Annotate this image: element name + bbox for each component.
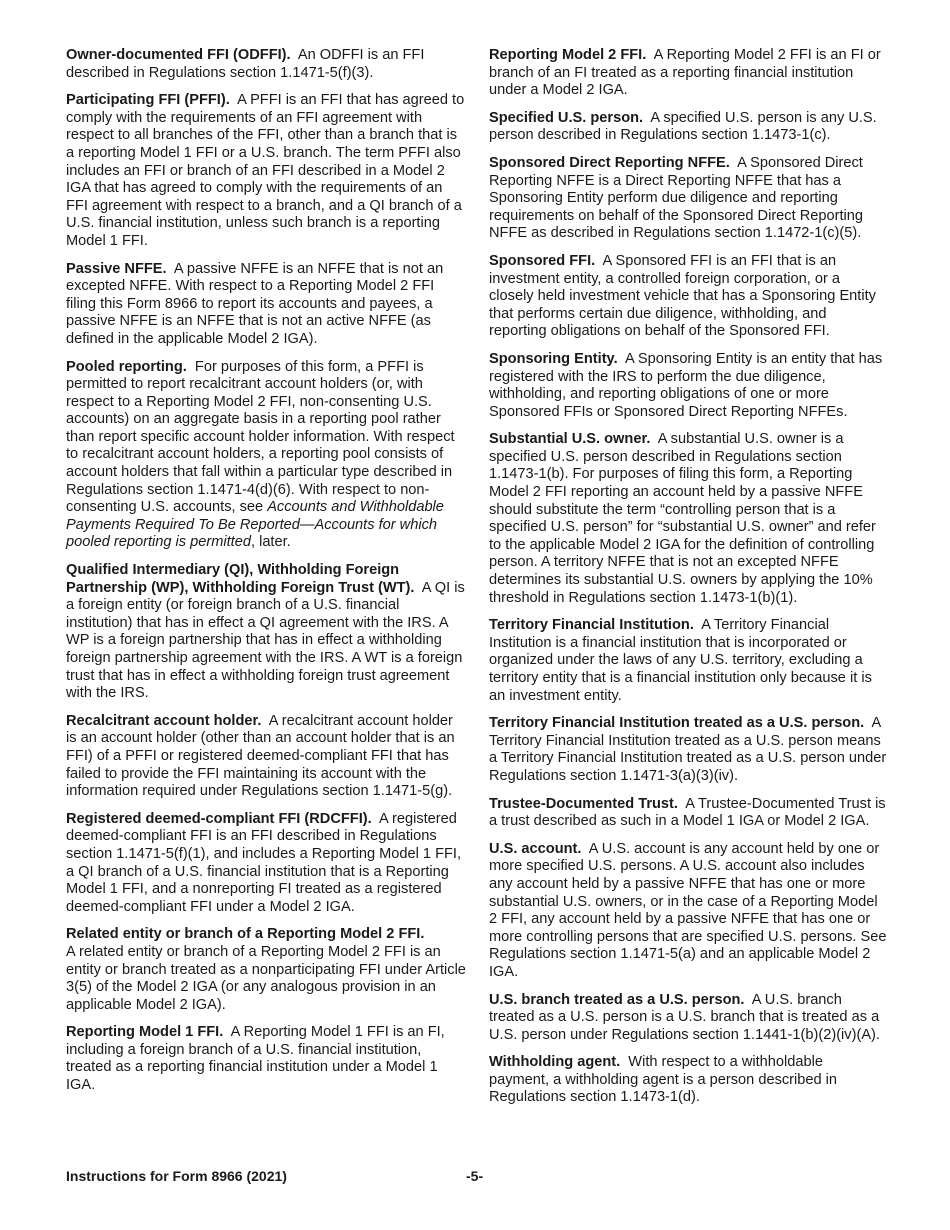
definition-text: A Sponsored FFI is an FFI that is an investment entity, a controlled foreign corporation, or a closely held investment vehicle that has a Sponsoring Entity that performs certain due diligence, withholding, and reporting obligations on behalf of the Sponsored FFI. bbox=[489, 252, 876, 340]
definition-text: A Trustee-Documented Trust is a trust described as such in a Model 1 IGA or Model 2 IGA. bbox=[489, 795, 886, 830]
definition-text: A registered deemed-compliant FFI is an FFI described in Regulations section 1.1471-5(f)(1), and includes a Reporting Model 1 FFI, a QI branch of a U.S. financial institution that is a Reporting Model 1 FFI, and a nonreporting FI treated as a registered deemed-compliant FFI under a Model 2 IGA. bbox=[66, 810, 462, 915]
definition-text: A Reporting Model 2 FFI is an FI or branch of an FI treated as a reporting financial institution under a Model 2 IGA. bbox=[489, 47, 881, 99]
term-reporting-model-2-ffi: Reporting Model 2 FFI. bbox=[489, 47, 647, 63]
definition-text: A Territory Financial Institution treated as a U.S. person means a Territory Financial Institution treated as a U.S. person under Regulations section 1.1471-3(a)(3)(iv). bbox=[489, 715, 887, 784]
definition-text: A related entity or branch of a Reporting Model 2 FFI is an entity or branch treated as a nonparticipating FFI under Article 3(5) of the Model 2 IGA (or any analogous provision in an applicable Model 2 IGA). bbox=[66, 943, 466, 1013]
right-column bbox=[489, 47, 887, 1117]
left-column bbox=[66, 47, 466, 1105]
definition-text: A Sponsored Direct Reporting NFFE is a Direct Reporting NFFE that has a Sponsoring Entity perform due diligence and reporting requirements on behalf of the Sponsored Direct Reporting NFFE as described in Regulations section 1.1472-1(c)(5). bbox=[489, 154, 863, 242]
term-territory-fi-us-person: Territory Financial Institution treated as a U.S. person. bbox=[489, 715, 865, 732]
definition-odffi bbox=[66, 47, 466, 82]
definition-text: A substantial U.S. owner is a specified U.S. person described in Regulations section 1.1473-1(b). For purposes of filing this form, a Reporting Model 2 FFI reporting an account held by a passive NFFE should substitute the term “controlling person that is a specified U.S. person” for “substantial U.S. owner” and refer to the applicable Model 2 IGA for the definition of controlling person. A territory NFFE that is not an excepted NFFE determines its substantial U.S. owners by applying the 10% threshold in Regulations section 1.1473-1(b)(1). bbox=[489, 431, 876, 606]
definition-text: A U.S. account is any account held by one or more specified U.S. persons. A U.S. account also includes any account held by a passive NFFE that has one or more substantial U.S. owners, or in the case of a Reporting Model 2 FFI, any account held by a passive NFFE that has one or more controlling persons that are specified U.S. persons. See Regulations section 1.1471-5(a) and an applicable Model 2 IGA. bbox=[489, 840, 887, 980]
term-reporting-model-1-ffi: Reporting Model 1 FFI. bbox=[66, 1024, 224, 1041]
definition-us-account bbox=[489, 841, 887, 982]
definition-sponsored-ffi bbox=[489, 253, 887, 341]
definition-text: A PFFI is an FFI that has agreed to comply with the requirements of an FFI agreement with respect to all branches of the FFI, other than a branch that is a reporting Model 1 FFI or a U.S. branch. The term PFFI also includes an FFI or branch of an FFI described in a Model 2 IGA that has agreed to comply with the requirements of an FFI agreement with respect to a branch, and a QI branch of a U.S. financial institution, unless such branch is a reporting Model 1 FFI. bbox=[66, 92, 465, 249]
definition-text: For purposes of this form, a PFFI is permitted to report recalcitrant account holders (or, with respect to a Reporting Model 2 FFI, non-consenting U.S. accounts) on an aggregate basis in a reporting pool rather than report specific account holder information. With respect to recalcitrant account holders, a reporting pool consists of account holders that fall within a particular type described in Regulations section 1.1471-4(d)(6). With respect to non-consenting U.S. accounts, see bbox=[66, 358, 455, 516]
definition-text: A specified U.S. person is any U.S. person described in Regulations section 1.1473-1(c). bbox=[489, 109, 877, 144]
footer-form-title: Instructions for Form 8966 (2021) bbox=[66, 1168, 287, 1184]
term-related-entity: Related entity or branch of a Reporting Model 2 FFI. bbox=[66, 926, 425, 943]
page-footer bbox=[66, 1168, 887, 1188]
term-pffi: Participating FFI (PFFI). bbox=[66, 92, 230, 109]
term-qi-wp-wt: Qualified Intermediary (QI), Withholding Foreign Partnership (WP), Withholding Foreign Trust (WT). bbox=[66, 562, 415, 596]
term-trustee-documented-trust: Trustee-Documented Trust. bbox=[489, 795, 678, 812]
term-withholding-agent: Withholding agent. bbox=[489, 1054, 621, 1071]
definition-text: With respect to a withholdable payment, a withholding agent is a person described in Regulations section 1.1473-1(d). bbox=[489, 1054, 838, 1106]
definition-territory-fi-us-person bbox=[489, 715, 887, 785]
term-us-account: U.S. account. bbox=[489, 840, 582, 857]
term-us-branch: U.S. branch treated as a U.S. person. bbox=[489, 991, 745, 1008]
definition-text: An ODFFI is an FFI described in Regulations section 1.1471-5(f)(3). bbox=[66, 47, 425, 81]
definition-text: A passive NFFE is an NFFE that is not an excepted NFFE. With respect to a Reporting Model 2 FFI filing this Form 8966 to report its accounts and payees, a passive NFFE is an NFFE that is not an active NFFE (as defined in the applicable Model 2 IGA). bbox=[66, 260, 444, 347]
definition-related-entity bbox=[66, 926, 466, 1014]
definition-territory-financial-institution bbox=[489, 617, 887, 705]
term-passive-nffe: Passive NFFE. bbox=[66, 260, 167, 277]
term-specified-us-person: Specified U.S. person. bbox=[489, 109, 644, 126]
term-odffi: Owner-documented FFI (ODFFI). bbox=[66, 47, 291, 63]
term-substantial-us-owner: Substantial U.S. owner. bbox=[489, 431, 651, 448]
term-recalcitrant-account-holder: Recalcitrant account holder. bbox=[66, 712, 262, 729]
definition-text: A Sponsoring Entity is an entity that has registered with the IRS to perform the due diligence, withholding, and reporting obligations of one or more Sponsored FFIs or Sponsored Direct Reporting NFFEs. bbox=[489, 350, 883, 420]
term-rdcffi: Registered deemed-compliant FFI (RDCFFI). bbox=[66, 810, 372, 827]
definition-withholding-agent bbox=[489, 1054, 887, 1107]
definition-specified-us-person bbox=[489, 110, 887, 145]
term-sponsored-ffi: Sponsored FFI. bbox=[489, 252, 596, 269]
definition-pffi bbox=[66, 92, 466, 250]
definition-reporting-model-1-ffi bbox=[66, 1024, 466, 1094]
definition-reporting-model-2-ffi bbox=[489, 47, 887, 100]
term-pooled-reporting: Pooled reporting. bbox=[66, 358, 187, 375]
definition-sponsored-direct-reporting-nffe bbox=[489, 155, 887, 243]
definition-text: A recalcitrant account holder is an account holder (other than an account holder that is an FFI) of a PFFI or registered deemed-compliant FFI that has failed to provide the FFI maintaining its account with the information required under Regulations section 1.1471-5(g). bbox=[66, 712, 455, 800]
footer-page-number: -5- bbox=[466, 1168, 484, 1184]
definition-passive-nffe bbox=[66, 261, 466, 349]
definition-text: A Reporting Model 1 FFI is an FI, including a foreign branch of a U.S. financial institution, treated as a reporting financial institution under a Model 1 IGA. bbox=[66, 1024, 445, 1094]
term-territory-financial-institution: Territory Financial Institution. bbox=[489, 617, 694, 634]
definition-rdcffi bbox=[66, 811, 466, 917]
term-sponsoring-entity: Sponsoring Entity. bbox=[489, 350, 618, 367]
definition-text: A Territory Financial Institution is a financial institution that is incorporated or organized under the laws of any U.S. territory, excluding a territory entity that is a financial institution only because it is an investment entity. bbox=[489, 617, 872, 704]
term-sponsored-direct-reporting-nffe: Sponsored Direct Reporting NFFE. bbox=[489, 154, 730, 171]
definition-recalcitrant-account-holder bbox=[66, 713, 466, 801]
definition-text: , later. bbox=[250, 534, 291, 551]
definition-text: A U.S. branch treated as a U.S. person is a U.S. branch that is treated as a U.S. person under Regulations section 1.1441-1(b)(2)(iv)(A). bbox=[489, 991, 880, 1043]
definition-substantial-us-owner bbox=[489, 431, 887, 607]
cross-reference: Accounts and Withholdable Payments Required To Be Reported—Accounts for which pooled reporting is permitted bbox=[66, 499, 444, 551]
definition-qi-wp-wt bbox=[66, 562, 466, 703]
definition-trustee-documented-trust bbox=[489, 796, 887, 831]
definition-pooled-reporting bbox=[66, 359, 466, 553]
definition-us-branch bbox=[489, 992, 887, 1045]
definition-text: A QI is a foreign entity (or foreign branch of a U.S. financial institution) that has in effect a QI agreement with the IRS. A WP is a foreign partnership that has in effect a withholding foreign partnership agreement with the IRS. A WT is a foreign trust that has in effect a withholding foreign trust agreement with the IRS. bbox=[66, 579, 465, 702]
definition-sponsoring-entity bbox=[489, 351, 887, 421]
